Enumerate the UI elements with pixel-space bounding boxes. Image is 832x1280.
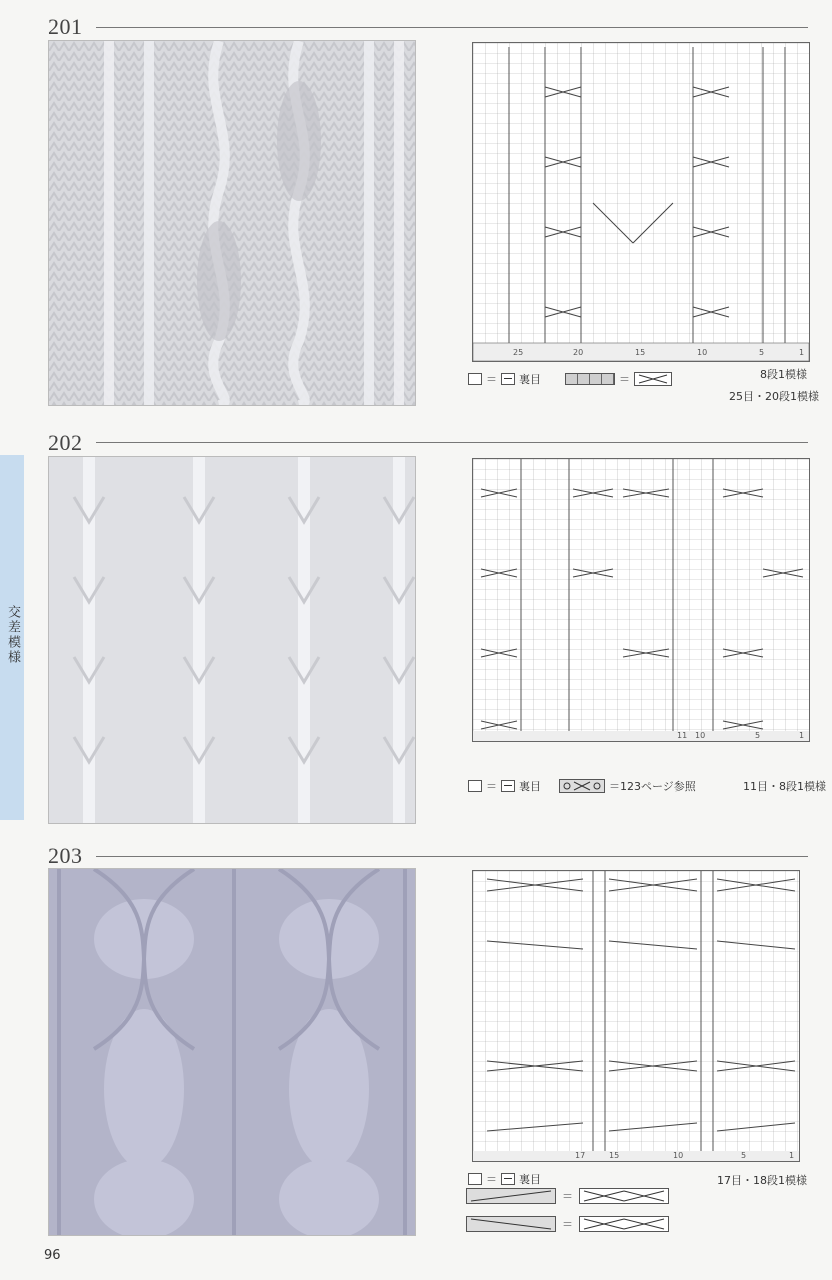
col-label-17: 17 (575, 1151, 586, 1160)
knit-photo-201 (48, 40, 416, 406)
pattern-number-203: 203 (48, 843, 83, 868)
gray-cable-symbol (565, 373, 615, 385)
legend-202: ＝ 裏目 ＝123ページ参照 (468, 778, 696, 794)
col-label-5c: 5 (741, 1151, 747, 1160)
repeat-rows-201: 8段1模様 (760, 368, 807, 381)
col-label-10: 10 (697, 348, 708, 357)
knit-symbol-blank (468, 780, 482, 792)
col-label-5: 5 (759, 348, 765, 357)
repeat-note-203: 17目・18段1模様 (717, 1174, 807, 1187)
knit-photo-202 (48, 456, 416, 824)
knit-chart-202-grid (473, 459, 809, 741)
legend-201: ＝ 裏目 ＝ (468, 371, 672, 387)
col-label-1b: 1 (799, 731, 805, 740)
side-tab-label: 交差模様 (5, 605, 20, 665)
pattern-divider-202 (96, 442, 808, 443)
repeat-note-201: 25目・20段1模様 (729, 390, 819, 403)
col-label-10c: 10 (673, 1151, 684, 1160)
col-label-20: 20 (573, 348, 584, 357)
purl-symbol (501, 780, 515, 792)
cable-symbol-gray-2 (466, 1216, 556, 1232)
col-label-25: 25 (513, 348, 524, 357)
cable-symbol-cross-2 (579, 1216, 669, 1232)
knit-chart-201-grid (473, 43, 809, 361)
pattern-number-201: 201 (48, 14, 83, 39)
pattern-divider-203 (96, 856, 808, 857)
col-label-11: 11 (677, 731, 688, 740)
knit-photo-203-art (49, 869, 415, 1235)
reference-note: ＝123ページ参照 (609, 780, 696, 793)
pattern-divider-201 (96, 27, 808, 28)
yo-cross-symbol (559, 779, 605, 793)
col-label-5b: 5 (755, 731, 761, 740)
cable-legend-row-2: ＝ (466, 1216, 669, 1232)
pattern-number-202: 202 (48, 430, 83, 455)
knit-chart-203 (472, 870, 800, 1162)
purl-label: 裏目 (519, 780, 541, 793)
knit-photo-201-art (49, 41, 415, 405)
legend-203: ＝ 裏目 (468, 1171, 541, 1187)
col-label-15: 15 (635, 348, 646, 357)
cable-symbol-cross-1 (579, 1188, 669, 1204)
knit-chart-201 (472, 42, 810, 362)
purl-symbol (501, 373, 515, 385)
purl-label: 裏目 (519, 1173, 541, 1186)
col-label-15c: 15 (609, 1151, 620, 1160)
cable-symbol-gray-1 (466, 1188, 556, 1204)
repeat-note-202: 11目・8段1模様 (743, 780, 826, 793)
knit-chart-203-grid (473, 871, 799, 1161)
col-label-10b: 10 (695, 731, 706, 740)
purl-symbol (501, 1173, 515, 1185)
knit-chart-202 (472, 458, 810, 742)
cable-legend-row-1: ＝ (466, 1188, 669, 1204)
knit-photo-203 (48, 868, 416, 1236)
col-label-1c: 1 (789, 1151, 795, 1160)
col-label-1: 1 (799, 348, 805, 357)
knit-symbol-blank (468, 373, 482, 385)
cross-symbol (634, 372, 672, 386)
purl-label: 裏目 (519, 373, 541, 386)
page-number: 96 (44, 1248, 61, 1263)
knit-symbol-blank (468, 1173, 482, 1185)
knit-photo-202-art (49, 457, 415, 823)
